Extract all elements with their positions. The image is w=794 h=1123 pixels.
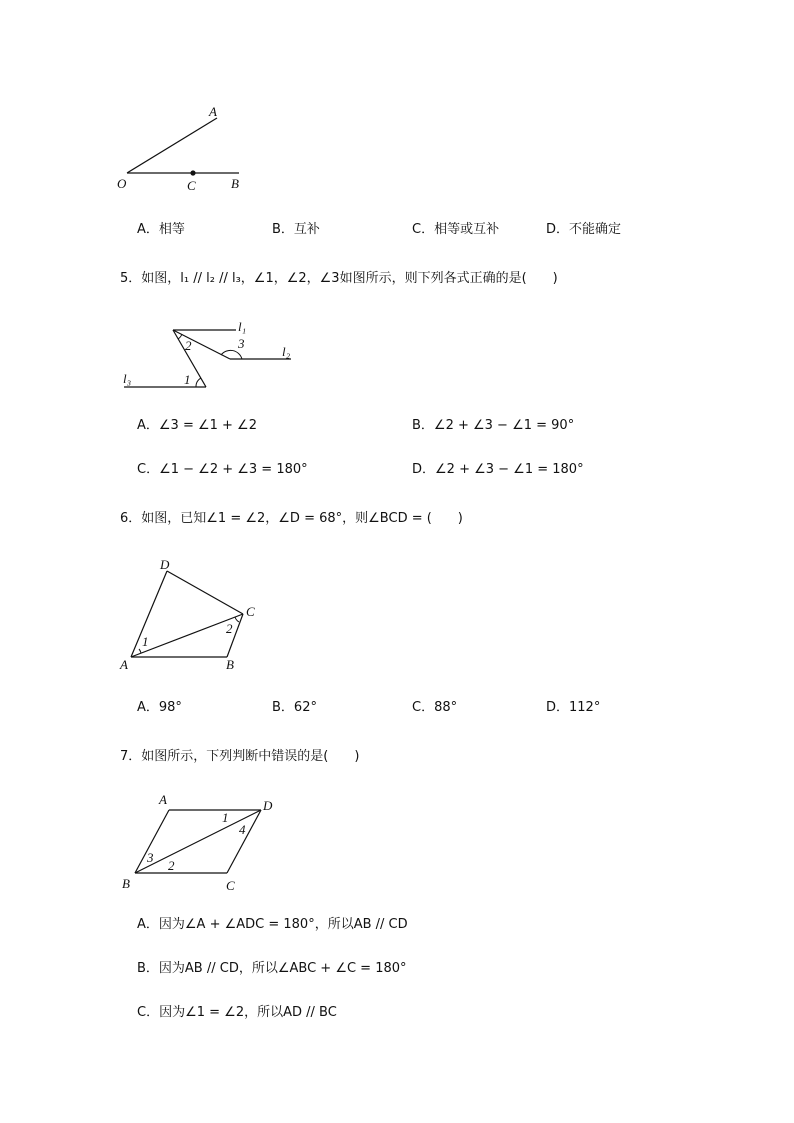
ray-oa <box>127 118 217 173</box>
q4-option-a[interactable]: A．相等 <box>137 222 185 237</box>
label-angle-3: 3 <box>147 850 154 865</box>
label-b: B <box>231 176 239 191</box>
label-angle-1: 1 <box>222 810 229 825</box>
label-angle-4: 4 <box>239 822 246 837</box>
q5-figure <box>118 315 303 395</box>
q6-figure <box>115 555 265 675</box>
q7-option-c[interactable]: C．因为∠1 = ∠2，所以AD // BC <box>137 1005 337 1020</box>
side-cd <box>167 571 243 614</box>
label-l2: l₂ <box>282 344 291 359</box>
label-b: B <box>226 657 234 672</box>
label-angle-2: 2 <box>226 621 233 636</box>
label-a: A <box>159 792 167 807</box>
label-c: C <box>187 178 196 193</box>
label-a: A <box>209 104 217 119</box>
side-dc <box>227 810 261 873</box>
label-angle-1: 1 <box>142 634 149 649</box>
q6-option-a[interactable]: A．98° <box>137 700 182 715</box>
arc-angle-1 <box>139 649 141 653</box>
q5-option-d[interactable]: D．∠2 + ∠3 − ∠1 = 180° <box>412 462 584 477</box>
q5-option-a[interactable]: A．∠3 = ∠1 + ∠2 <box>137 418 257 433</box>
q4-option-b[interactable]: B．互补 <box>272 222 320 237</box>
q5-stem: 5．如图，l₁ // l₂ // l₃，∠1，∠2，∠3如图所示，则下列各式正确的是( ) <box>120 271 558 286</box>
q7-figure <box>115 790 290 895</box>
q4-option-c[interactable]: C．相等或互补 <box>412 222 500 237</box>
q7-stem: 7．如图所示，下列判断中错误的是( ) <box>120 749 360 764</box>
q6-option-c[interactable]: C．88° <box>412 700 458 715</box>
q6-option-d[interactable]: D．112° <box>546 700 601 715</box>
label-angle-2: 2 <box>168 858 175 873</box>
arc-angle-2 <box>235 617 239 622</box>
label-d: D <box>263 798 273 813</box>
label-angle-1: 1 <box>184 372 191 387</box>
point-c <box>190 170 195 175</box>
side-da <box>131 571 167 657</box>
q7-option-b[interactable]: B．因为AB // CD，所以∠ABC + ∠C = 180° <box>137 961 407 976</box>
q7-option-a[interactable]: A．因为∠A + ∠ADC = 180°，所以AB // CD <box>137 917 408 932</box>
q6-option-b[interactable]: B．62° <box>272 700 317 715</box>
q4-option-d[interactable]: D．不能确定 <box>546 222 622 237</box>
label-c: C <box>246 604 255 619</box>
label-l1: l₁ <box>238 319 247 334</box>
arc-angle-1 <box>196 378 201 387</box>
diagonal-bd <box>135 810 261 873</box>
label-angle-3: 3 <box>238 336 245 351</box>
q5-option-b[interactable]: B．∠2 + ∠3 − ∠1 = 90° <box>412 418 575 433</box>
label-c: C <box>226 878 235 893</box>
label-a: A <box>120 657 128 672</box>
arc-angle-3 <box>221 350 242 359</box>
label-o: O <box>117 176 127 191</box>
label-d: D <box>160 557 170 572</box>
label-angle-2: 2 <box>185 338 192 353</box>
label-l3: l₃ <box>123 371 132 386</box>
q6-stem: 6．如图，已知∠1 = ∠2，∠D = 68°，则∠BCD = ( ) <box>120 511 463 526</box>
label-b: B <box>122 876 130 891</box>
q4-figure <box>110 100 260 195</box>
q5-option-c[interactable]: C．∠1 − ∠2 + ∠3 = 180° <box>137 462 308 477</box>
arc-angle-2 <box>178 334 182 339</box>
